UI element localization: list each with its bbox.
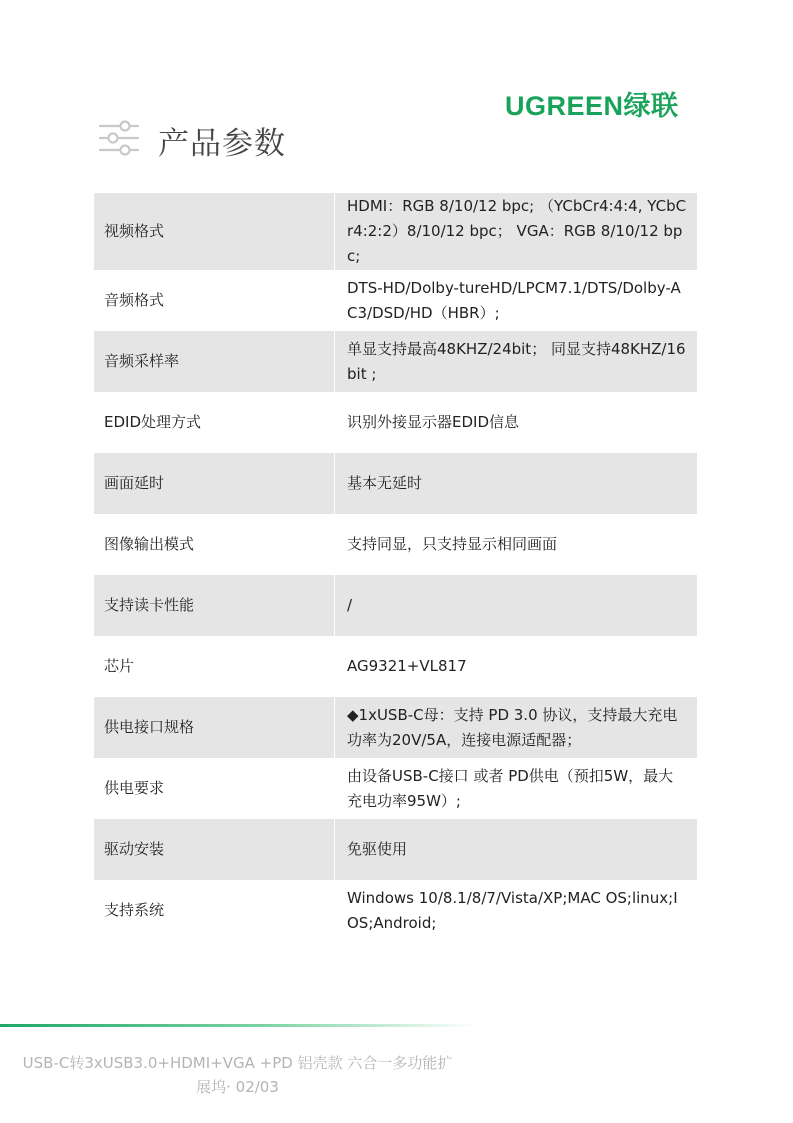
- ugreen-logo: UGREEN绿联: [505, 91, 679, 121]
- spec-label: 供电接口规格: [94, 697, 335, 758]
- sliders-icon: [98, 118, 140, 158]
- table-row: [94, 819, 697, 880]
- table-row: [94, 453, 697, 514]
- spec-value: ◆1xUSB-C母：支持 PD 3.0 协议，支持最大充电功率为20V/5A，连接电源适配器；: [335, 697, 698, 758]
- table-row: [94, 331, 697, 392]
- spec-value: 单显支持最高48KHZ/24bit； 同显支持48KHZ/16bit ;: [335, 331, 698, 392]
- spec-value: 免驱使用: [335, 819, 698, 880]
- table-row: [94, 758, 697, 819]
- spec-label: 芯片: [104, 657, 135, 675]
- table-row: [94, 697, 697, 758]
- spec-label: 音频格式: [104, 291, 165, 309]
- spec-value: 基本无延时: [335, 453, 698, 514]
- footer-divider: [0, 1024, 480, 1027]
- spec-value: /: [335, 575, 698, 636]
- spec-label: 驱动安装: [94, 819, 335, 880]
- spec-value: 识别外接显示器EDID信息: [335, 392, 698, 453]
- spec-value: 由设备USB-C接口 或者 PD供电（预扣5W，最大充电功率95W）;: [335, 758, 698, 819]
- table-row: [94, 270, 697, 331]
- spec-label: 供电要求: [104, 779, 165, 797]
- page-title: 产品参数: [158, 126, 286, 162]
- spec-label: 视频格式: [94, 193, 335, 270]
- spec-value: HDMI：RGB 8/10/12 bpc; （YCbCr4:4:4, YCbCr4:2:2）8/10/12 bpc； VGA：RGB 8/10/12 bpc;: [335, 193, 698, 270]
- spec-label: EDID处理方式: [104, 413, 202, 431]
- spec-label: 支持读卡性能: [94, 575, 335, 636]
- footer: [0, 1051, 475, 1099]
- spec-label: 画面延时: [94, 453, 335, 514]
- table-row: [94, 575, 697, 636]
- spec-value: DTS-HD/Dolby-tureHD/LPCM7.1/DTS/Dolby-AC3/DSD/HD（HBR）;: [335, 270, 698, 331]
- spec-value: Windows 10/8.1/8/7/Vista/XP;MAC OS;linux;IOS;Android;: [335, 880, 698, 941]
- spec-label: 音频采样率: [94, 331, 335, 392]
- footer-page-number: 展坞· 02/03: [196, 1078, 279, 1096]
- spec-label: 支持系统: [104, 901, 165, 919]
- table-row: [94, 880, 697, 941]
- table-row: [94, 392, 697, 453]
- table-row: [94, 636, 697, 697]
- spec-table: [94, 193, 697, 941]
- footer-product-name: USB-C转3xUSB3.0+HDMI+VGA +PD 铝壳款 六合一多功能扩: [22, 1054, 453, 1072]
- table-row: [94, 514, 697, 575]
- spec-label: 图像输出模式: [104, 535, 195, 553]
- spec-value: 支持同显，只支持显示相同画面: [335, 514, 698, 575]
- spec-value: AG9321+VL817: [335, 636, 698, 697]
- table-row: [94, 193, 697, 270]
